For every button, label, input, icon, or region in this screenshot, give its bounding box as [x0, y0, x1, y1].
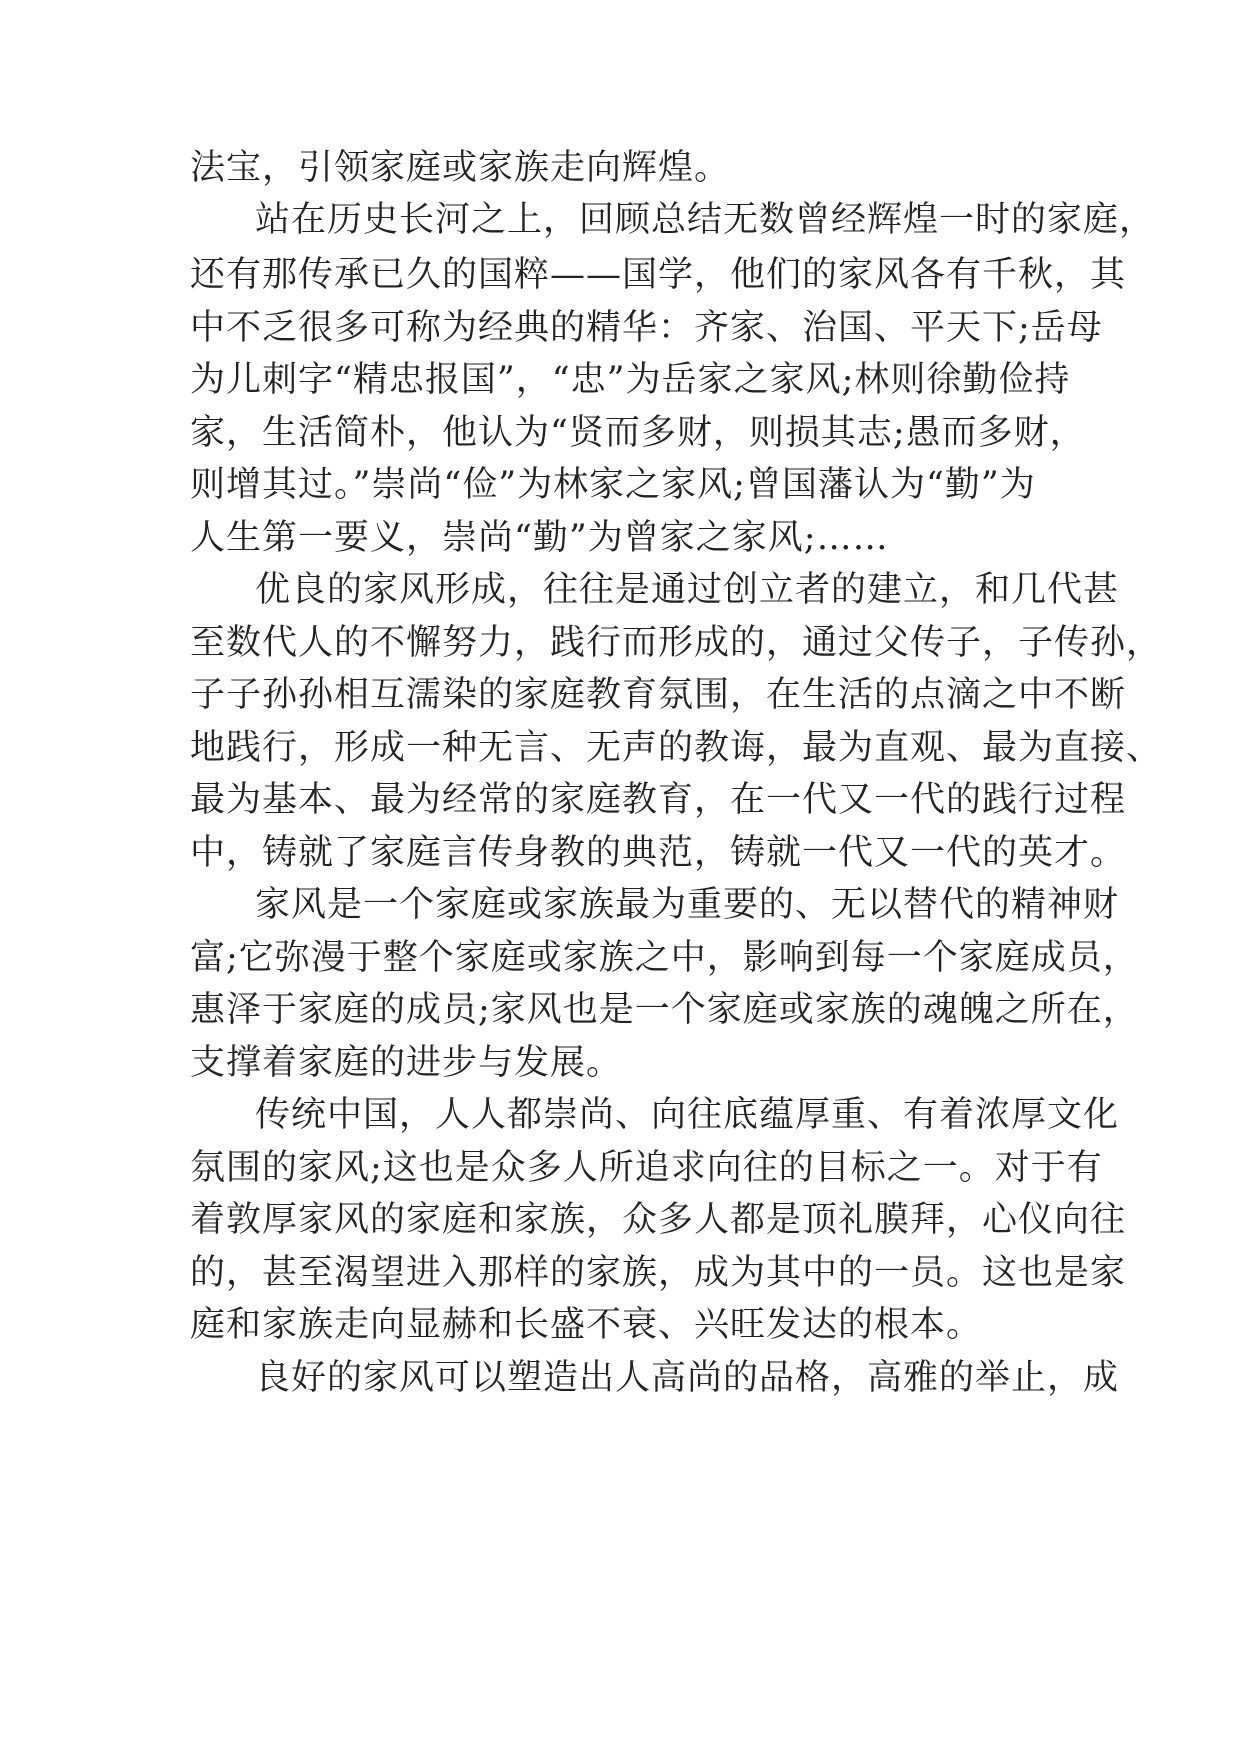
text-line: 庭和家族走向显赫和长盛不衰、兴旺发达的根本。: [190, 1305, 983, 1345]
text-line: 中不乏很多可称为经典的精华：齐家、治国、平天下;岳母: [190, 308, 1103, 348]
text-line: 氛围的家风;这也是众多人所追求向往的目标之一。对于有: [190, 1148, 1103, 1188]
text-line: 传统中国，人人都崇尚、向往底蕴厚重、有着浓厚文化: [255, 1095, 1120, 1135]
text-line: 惠泽于家庭的成员;家风也是一个家庭或家族的魂魄之所在，: [190, 990, 1139, 1030]
text-line: 子子孙孙相互濡染的家庭教育氛围，在生活的点滴之中不断: [190, 675, 1127, 715]
text-line: 家，生活简朴，他认为“贤而多财，则损其志;愚而多财，: [190, 413, 1086, 453]
text-line: 则增其过。”崇尚“俭”为林家之家风;曾国藩认为“勤”为: [190, 465, 1036, 505]
text-line: 最为基本、最为经常的家庭教育，在一代又一代的践行过程: [190, 780, 1127, 820]
text-line: 良好的家风可以塑造出人高尚的品格，高雅的举止，成: [255, 1358, 1120, 1398]
text-line: 法宝，引领家庭或家族走向辉煌。: [190, 148, 731, 188]
text-line: 优良的家风形成，往往是通过创立者的建立，和几代甚: [255, 570, 1120, 610]
text-line: 的，甚至渴望进入那样的家族，成为其中的一员。这也是家: [190, 1253, 1127, 1293]
text-line: 人生第一要义，崇尚“勤”为曾家之家风;……: [190, 518, 889, 558]
text-line: 中，铸就了家庭言传身教的典范，铸就一代又一代的英才。: [190, 833, 1127, 873]
text-line: 富;它弥漫于整个家庭或家族之中，影响到每一个家庭成员，: [190, 938, 1139, 978]
text-line: 家风是一个家庭或家族最为重要的、无以替代的精神财: [255, 885, 1120, 925]
text-line: 至数代人的不懈努力，践行而形成的，通过父传子，子传孙，: [190, 623, 1163, 663]
text-line: 着敦厚家风的家庭和家族，众多人都是顶礼膜拜，心仪向往: [190, 1200, 1127, 1240]
text-line: 还有那传承已久的国粹——国学，他们的家风各有千秋，其: [190, 255, 1127, 295]
text-line: 地践行，形成一种无言、无声的教诲，最为直观、最为直接、: [190, 728, 1163, 768]
text-line: 支撑着家庭的进步与发展。: [190, 1043, 623, 1083]
text-line: 站在历史长河之上，回顾总结无数曾经辉煌一时的家庭，: [255, 200, 1156, 240]
text-line: 为儿刺字“精忠报国”，“忠”为岳家之家风;林则徐勤俭持: [190, 360, 1071, 400]
